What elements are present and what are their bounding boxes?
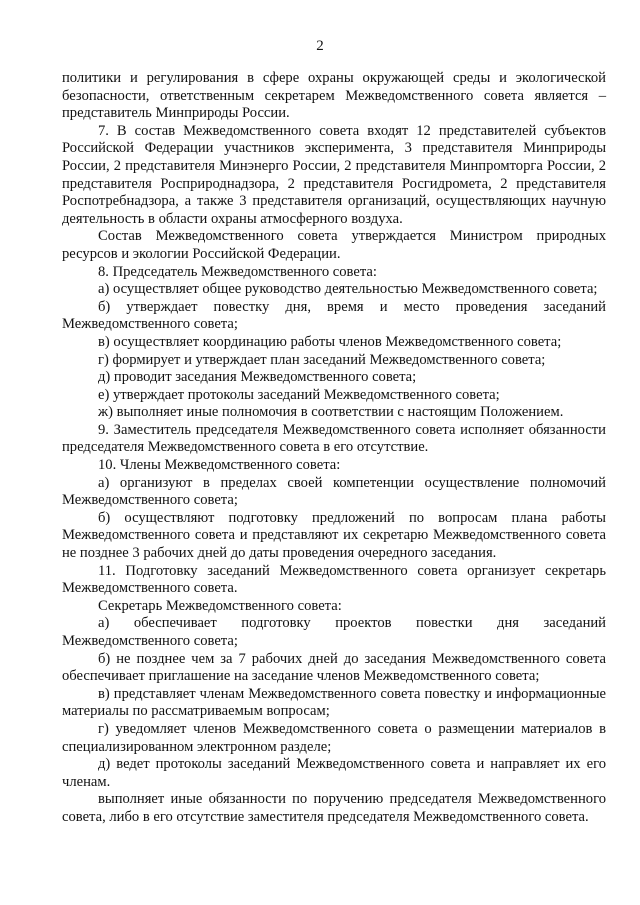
paragraph: выполняет иные обязанности по поручению председателя Межведомственного совета, либо в его отсутствие заместителя председателя Межведомственного совета. xyxy=(62,791,606,825)
paragraph: д) ведет протоколы заседаний Межведомственного совета и направляет их его членам. xyxy=(62,756,606,790)
paragraph: ж) выполняет иные полномочия в соответствии с настоящим Положением. xyxy=(98,404,564,421)
paragraph: а) обеспечивает подготовку проектов повестки дня заседаний Межведомственного совета; xyxy=(62,615,606,649)
paragraph: 8. Председатель Межведомственного совета: xyxy=(98,263,377,280)
paragraph: в) осуществляет координацию работы членов Межведомственного совета; xyxy=(98,333,562,350)
paragraph: д) проводит заседания Межведомственного совета; xyxy=(98,369,417,386)
paragraph: г) формирует и утверждает план заседаний Межведомственного совета; xyxy=(98,351,546,368)
paragraph: Состав Межведомственного совета утверждается Министром природных ресурсов и экологии Российской Федерации. xyxy=(62,228,606,262)
paragraph: 11. Подготовку заседаний Межведомственного совета организует секретарь Межведомственного совета. xyxy=(62,562,606,597)
paragraph: 10. Члены Межведомственного совета: xyxy=(98,457,341,474)
paragraph: политики и регулирования в сфере охраны окружающей среды и экологической безопасности, ответственным секретарем Межведомственного совета является – представитель Минприроды России. xyxy=(62,70,606,122)
paragraph: б) не позднее чем за 7 рабочих дней до заседания Межведомственного совета обеспечивает приглашение на заседание членов Межведомственного совета; xyxy=(62,650,606,685)
page-number: 2 xyxy=(316,38,324,54)
paragraph: 9. Заместитель председателя Межведомственного совета исполняет обязанности председателя Межведомственного совета в его отсутствие. xyxy=(62,421,606,456)
paragraph: е) утверждает протоколы заседаний Межведомственного совета; xyxy=(98,386,500,403)
paragraph: в) представляет членам Межведомственного совета повестку и информационные материалы по рассматриваемым вопросам; xyxy=(62,685,606,720)
paragraph: а) организуют в пределах своей компетенции осуществление полномочий Межведомственного совета; xyxy=(62,474,606,509)
paragraph: 7. В состав Межведомственного совета входят 12 представителей субъектов Российской Федерации участников эксперимента, 3 представителя Минприроды России, 2 представителя Минэнерго России, 2 представителя Минпромторга России, 2 представителя Росприроднадзора, 2 представителя Росгидромета, 2 представителя Роспотребнадзора, а также 3 представителя организаций, осуществляющих научную деятельность в области охраны атмосферного воздуха. xyxy=(62,122,606,227)
paragraph: б) осуществляют подготовку предложений по вопросам плана работы Межведомственного совета и представляют их секретарю Межведомственного совета не позднее 3 рабочих дней до даты проведения очередного заседания. xyxy=(62,509,606,562)
paragraph: г) уведомляет членов Межведомственного совета о размещении материалов в специализированном электронном разделе; xyxy=(62,720,606,755)
paragraph: б) утверждает повестку дня, время и место проведения заседаний Межведомственного совета; xyxy=(62,298,606,333)
paragraph: Секретарь Межведомственного совета: xyxy=(98,597,342,614)
document-body xyxy=(62,70,606,827)
paragraph: а) осуществляет общее руководство деятельностью Межведомственного совета; xyxy=(98,281,598,298)
